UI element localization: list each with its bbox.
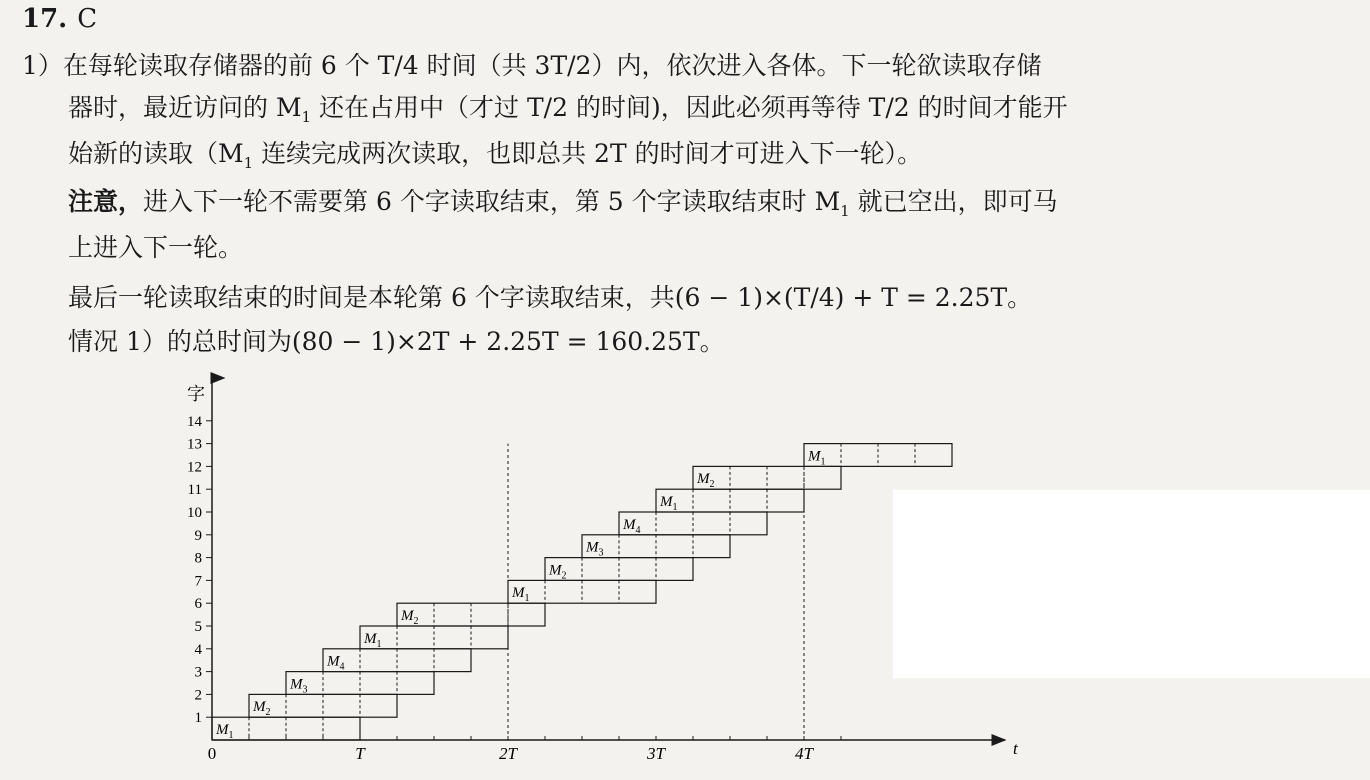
x-axis-label: t [1013,739,1018,758]
text: 连续完成两次读取，也即总共 2T 的时间才可进入下一轮）。 [253,139,923,168]
y-tick-label: 8 [194,550,202,567]
y-tick-label: 14 [187,413,202,430]
text: 进入下一轮不需要第 6 个字读取结束，第 5 个字读取结束时 M [143,187,841,216]
bank-label: $M_1$ [512,585,530,605]
y-tick-label: 12 [187,459,202,476]
timing-diagram [0,370,1370,780]
note-line-1 [68,184,1058,229]
bank-label: $M_2$ [697,471,715,491]
word-bar [360,626,508,650]
bank-label: $M_1$ [660,494,678,513]
word-bar [693,466,841,490]
y-ticks [187,414,212,726]
answer-letter: C [77,4,98,34]
y-tick-label: 9 [194,527,202,544]
word-bar [397,603,545,627]
paragraph-1-line-1 [22,48,1041,84]
bank-label: $M_3$ [586,539,604,559]
y-tick-label: 5 [194,619,202,635]
question-number: 17. [22,4,68,34]
y-tick-label: 4 [194,641,202,658]
text: 器时，最近访问的 M [68,93,302,122]
x-tick-label: 2T [499,744,517,763]
bank-label: $M_4$ [623,516,641,536]
note-line-2 [68,230,243,266]
word-bar [656,489,804,513]
bank-label: $M_3$ [290,676,308,696]
y-axis-label: 字 [187,384,205,404]
bank-label: $M_1$ [364,630,382,650]
paragraph-1-line-3 [68,136,922,181]
list-marker: 1） [22,51,63,80]
bank-label: $M_4$ [327,653,345,673]
result-line-1 [68,280,1032,316]
bank-label: $M_2$ [253,699,271,719]
word-bar [804,444,952,468]
word-bar [323,649,471,673]
text: 最后一轮读取结束的时间是本轮第 6 个字读取结束，共(6 − 1)×(T/4) + T = 2.25T。 [68,283,1033,312]
x-tick-label: 4T [795,744,813,763]
text: 在每轮读取存储器的前 6 个 T/4 时间（共 3T/2）内，依次进入各体。下一轮欲读取存储 [62,51,1042,80]
word-bar [249,694,397,718]
y-tick-label: 13 [187,436,202,453]
word-bar [508,580,656,604]
word-bar [619,512,767,536]
bar-group [212,444,952,741]
subscript: 1 [301,108,312,126]
y-tick-label: 10 [187,505,202,521]
y-tick-label: 1 [194,710,202,727]
paragraph-1-line-2 [68,90,1068,135]
text: 始新的读取（M [68,139,244,168]
x-tick-label: T [355,744,365,763]
y-tick-label: 7 [194,573,202,590]
y-tick-label: 3 [194,664,202,681]
origin-label: 0 [207,744,217,763]
word-bar [286,672,434,696]
bank-label: $M_1$ [808,448,826,468]
y-tick-label: 6 [194,596,202,613]
x-tick-label: 3T [647,744,665,763]
y-tick-label: 11 [187,482,202,499]
axes [212,378,1005,740]
text: 还在占用中（才过 T/2 的时间)，因此必须再等待 T/2 的时间才能开 [311,93,1068,122]
text: 情况 1）的总时间为(80 − 1)×2T + 2.25T = 160.25T。 [68,327,725,356]
text: 就已空出，即可马 [849,187,1058,216]
bank-label: $M_2$ [401,608,419,627]
bank-label: $M_1$ [216,722,234,741]
word-bar [582,535,730,559]
y-tick-label: 2 [194,687,202,704]
subscript: 1 [840,202,850,220]
word-bar [545,558,693,582]
result-line-2 [68,324,725,360]
bank-label: $M_2$ [549,562,567,582]
question-heading [22,4,97,34]
subscript: 1 [243,154,254,172]
note-lead: 注意， [68,187,144,216]
text: 上进入下一轮。 [68,233,244,262]
